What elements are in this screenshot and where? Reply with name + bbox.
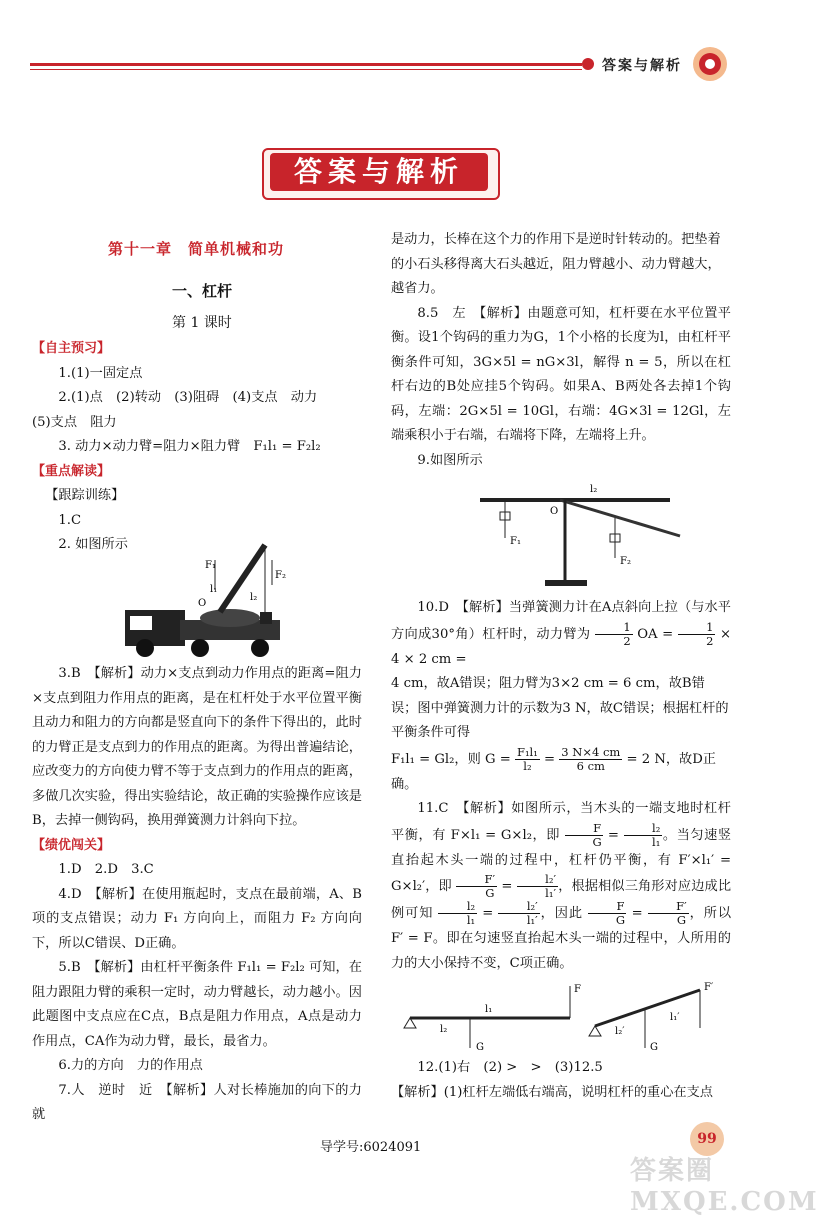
answer-10-b: OA = xyxy=(637,626,674,642)
section-title: 一、杠杆 xyxy=(172,282,233,300)
answer-2: 2.(1)点 (2)转动 (3)阻碍 (4)支点 动力 xyxy=(58,390,318,405)
track-label: 【跟踪训练】 xyxy=(45,488,125,503)
wheel xyxy=(251,639,269,657)
fraction-g2: $\frac{3 N\times 4 cm}{6 cm}$ xyxy=(561,744,621,773)
fraction-l21-b: $\frac{\text{l₂}}{\text{l₁}}$ xyxy=(438,900,477,927)
wood-label-l2p: l₂′ xyxy=(615,1026,625,1037)
lever-bar-tilt xyxy=(560,500,680,536)
crane-label-l1: l₁ xyxy=(210,584,218,595)
header-rule-thin xyxy=(30,69,582,70)
wood-label-f: F xyxy=(574,984,581,995)
crane-label-o: O xyxy=(198,598,207,609)
crane-label-f2: F₂ xyxy=(275,570,286,581)
lever-figure xyxy=(470,478,690,590)
pivot xyxy=(589,1026,601,1036)
answer-3: 3. 动力×动力臂=阻力×阻力臂 F₁l₁ = F₂l₂ xyxy=(58,439,321,454)
adv-1-3: 1.D 2.D 3.C xyxy=(58,862,154,877)
tag-key: 【重点解读】 xyxy=(32,463,111,479)
adv-6: 6.力的方向 力的作用点 xyxy=(58,1058,203,1073)
adv-7: 7.人 逆时 近 【解析】人对长棒施加的向下的力就 xyxy=(32,1082,362,1122)
answer-11: 11.C 【解析】如图所示，当木头的一端支地时杠杆平衡，有 F×l₁ = G×l₂，即 $\frac{F}{G}$ = $\frac{\text{l₂}}{\text{l₁}}$ 。当匀速竖直抬起木头一端的过程中，杠杆仍平衡，有 F′×l₁′ = G×l₂′，即 $\frac{F'}{G}$ = $\frac{\text{l₂′}}{\text{l₁′}}$ ，根据相似三角形对应边成比例可知 $\frac{\text{l₂}}{\text{l₁}}$ = $\frac{\text{l₂′}}{\text{l₁′}}$ ，因此 $\frac{F}{G}$ = $\frac{F'}{G}$ ，所以 F′ = F。即在匀速竖直抬起木头一端的过程中，人所用的力的大小保持不变，C项正确。 xyxy=(391,801,732,971)
lever-label-l2: l₂ xyxy=(590,484,598,495)
header-dot-icon xyxy=(582,58,594,70)
answer-10 xyxy=(391,596,731,672)
lesson-title: 第 1 课时 xyxy=(172,315,232,331)
right-column-bottom xyxy=(391,1056,731,1105)
wood-tilted xyxy=(595,990,700,1026)
wood-label-l2: l₂ xyxy=(440,1024,448,1035)
fraction-fpg-b: $\frac{F'}{G}$ xyxy=(648,900,689,927)
answer-8: 8.5 左 【解析】由题意可知，杠杆要在水平位置平衡。设1个钩码的重力为G，1个小格的长度为l，由杠杆平衡条件可知，3G×5l = nG×3l，解得 n = 5，所以在杠杆右边的B处应挂5个钩码。如果A、B两处各去掉1个钩码，左端：2G×5l = 10Gl，右端：4G×3l = 12Gl，左端乘积小于右端，右端将下降，左端将上升。 xyxy=(391,305,731,443)
fraction-l21: $\frac{\text{l₂}}{\text{l₁}}$ xyxy=(624,822,663,849)
fraction-fg: $\frac{F}{G}$ xyxy=(565,822,603,849)
answer-12: 12.(1)右 (2) > > (3)12.5 xyxy=(417,1060,603,1075)
fraction-half-2: $\frac{1}{2}$ xyxy=(678,621,716,648)
crane-figure xyxy=(120,540,290,660)
watermark: 答案圈 MXQE.COM xyxy=(630,1156,819,1217)
left-column-bottom xyxy=(32,662,362,1128)
chapter-title: 第十一章 简单机械和功 xyxy=(108,240,285,258)
right-column-middle xyxy=(391,596,731,976)
crane-turntable xyxy=(200,609,260,627)
wood-label-l1: l₁ xyxy=(485,1004,493,1015)
title-banner: 答案与解析 xyxy=(270,153,488,191)
left-column-top xyxy=(32,337,362,558)
crane-boom xyxy=(220,545,265,612)
right-column-top xyxy=(391,228,731,473)
answer-10-e: F₁l₁ = Gl₂，则 G = $\frac{\text{F₁l₁}}{\text{l₂}}$ = $\frac{3 N\times 4 cm}{6 cm}$ = 2 N，故D正确。 xyxy=(391,744,716,792)
answer-12-analysis: 【解析】(1)杠杆左端低右端高，说明杠杆的重心在支点 xyxy=(391,1084,713,1100)
guide-code: 导学号:6024091 xyxy=(320,1140,422,1155)
answer-2-cont: (5)支点 阻力 xyxy=(32,414,117,430)
fraction-half: $\frac{1}{2}$ xyxy=(595,621,633,648)
wood-figure xyxy=(400,978,740,1056)
header-rule xyxy=(30,63,582,66)
answer-7-cont: 是动力，长棒在这个力的作用下是逆时针转动的。把垫着的小石头移得离大石头越近，阻力臂越小、动力臂越大，越省力。 xyxy=(391,232,721,296)
tag-preview: 【自主预习】 xyxy=(32,341,111,356)
wood-label-fp: F′ xyxy=(704,982,714,993)
lever-label-f2: F₂ xyxy=(620,556,631,567)
answer-10-d: 4 cm，故A错误；阻力臂为3×2 cm = 6 cm，故B错误；图中弹簧测力计的示数为3 N，故C错误；根据杠杆的平衡条件可得 xyxy=(391,676,729,740)
fraction-l2p-b: $\frac{\text{l₂′}}{\text{l₁′}}$ xyxy=(498,900,539,927)
adv-5: 5.B 【解析】由杠杆平衡条件 F₁l₁ = F₂l₂ 可知，在阻力跟阻力臂的乘积一定时，动力臂越长，动力越小。因此题图中支点应在C点，B点是阻力作用点，A点是动力作用点，CA作为动力臂，最长，最省力。 xyxy=(32,960,362,1049)
crane-load xyxy=(260,612,272,624)
flower-logo-icon xyxy=(690,44,730,84)
fraction-fg-b: $\frac{F}{G}$ xyxy=(588,900,626,927)
track-1: 1.C xyxy=(58,512,82,528)
wood-label-gp: G xyxy=(650,1042,658,1053)
page-number: 99 xyxy=(690,1122,724,1156)
answer-10-c: × 4 × 2 cm = xyxy=(391,626,731,667)
track-2: 2. 如图所示 xyxy=(58,537,128,552)
header-label: 答案与解析 xyxy=(602,58,682,74)
tag-advanced: 【绩优闯关】 xyxy=(32,837,111,853)
crane-label-l2: l₂ xyxy=(250,592,258,603)
lever-base xyxy=(545,580,587,586)
lever-label-o: O xyxy=(550,506,559,517)
wood-label-g: G xyxy=(476,1042,484,1053)
answer-1: 1.(1)一固定点 xyxy=(58,365,143,381)
lever-label-f1: F₁ xyxy=(510,536,521,547)
answer-9: 9.如图所示 xyxy=(417,452,483,468)
answer-10-a: 10.D 【解析】当弹簧测力计在A点斜向上拉（与水平方向成30°角）杠杆时，动力臂为 xyxy=(391,600,731,642)
answer-3b: 3.B 【解析】动力×支点到动力作用点的距离=阻力×支点到阻力作用点的距离，是在杠杆处于水平位置平衡且动力和阻力的方向都是竖直向下的条件下得出的，此时的力臂正是支点到力的作用点的距离。为得出普遍结论，应改变力的方向使力臂不等于支点到力的作用点的距离，多做几次实验，得出实验结论，故正确的实验操作应该是B，去掉一侧钩码，换用弹簧测力计斜向下拉。 xyxy=(32,666,362,828)
fraction-l2p: $\frac{\text{l₂′}}{\text{l₁′}}$ xyxy=(517,873,558,900)
crane-window xyxy=(130,616,152,630)
fraction-g: $\frac{\text{F₁l₁}}{\text{l₂}}$ xyxy=(516,744,538,773)
adv-4: 4.D 【解析】在使用瓶起时，支点在最前端，A、B项的支点错误；动力 F₁ 方向向上，而阻力 F₂ 方向向下，所以C错误、D正确。 xyxy=(32,886,362,951)
wheel xyxy=(191,639,209,657)
wood-label-l1p: l₁′ xyxy=(670,1012,680,1023)
crane-label-f1: F₁ xyxy=(205,560,216,571)
fraction-fpg: $\frac{F'}{G}$ xyxy=(456,873,497,900)
wheel xyxy=(136,639,154,657)
